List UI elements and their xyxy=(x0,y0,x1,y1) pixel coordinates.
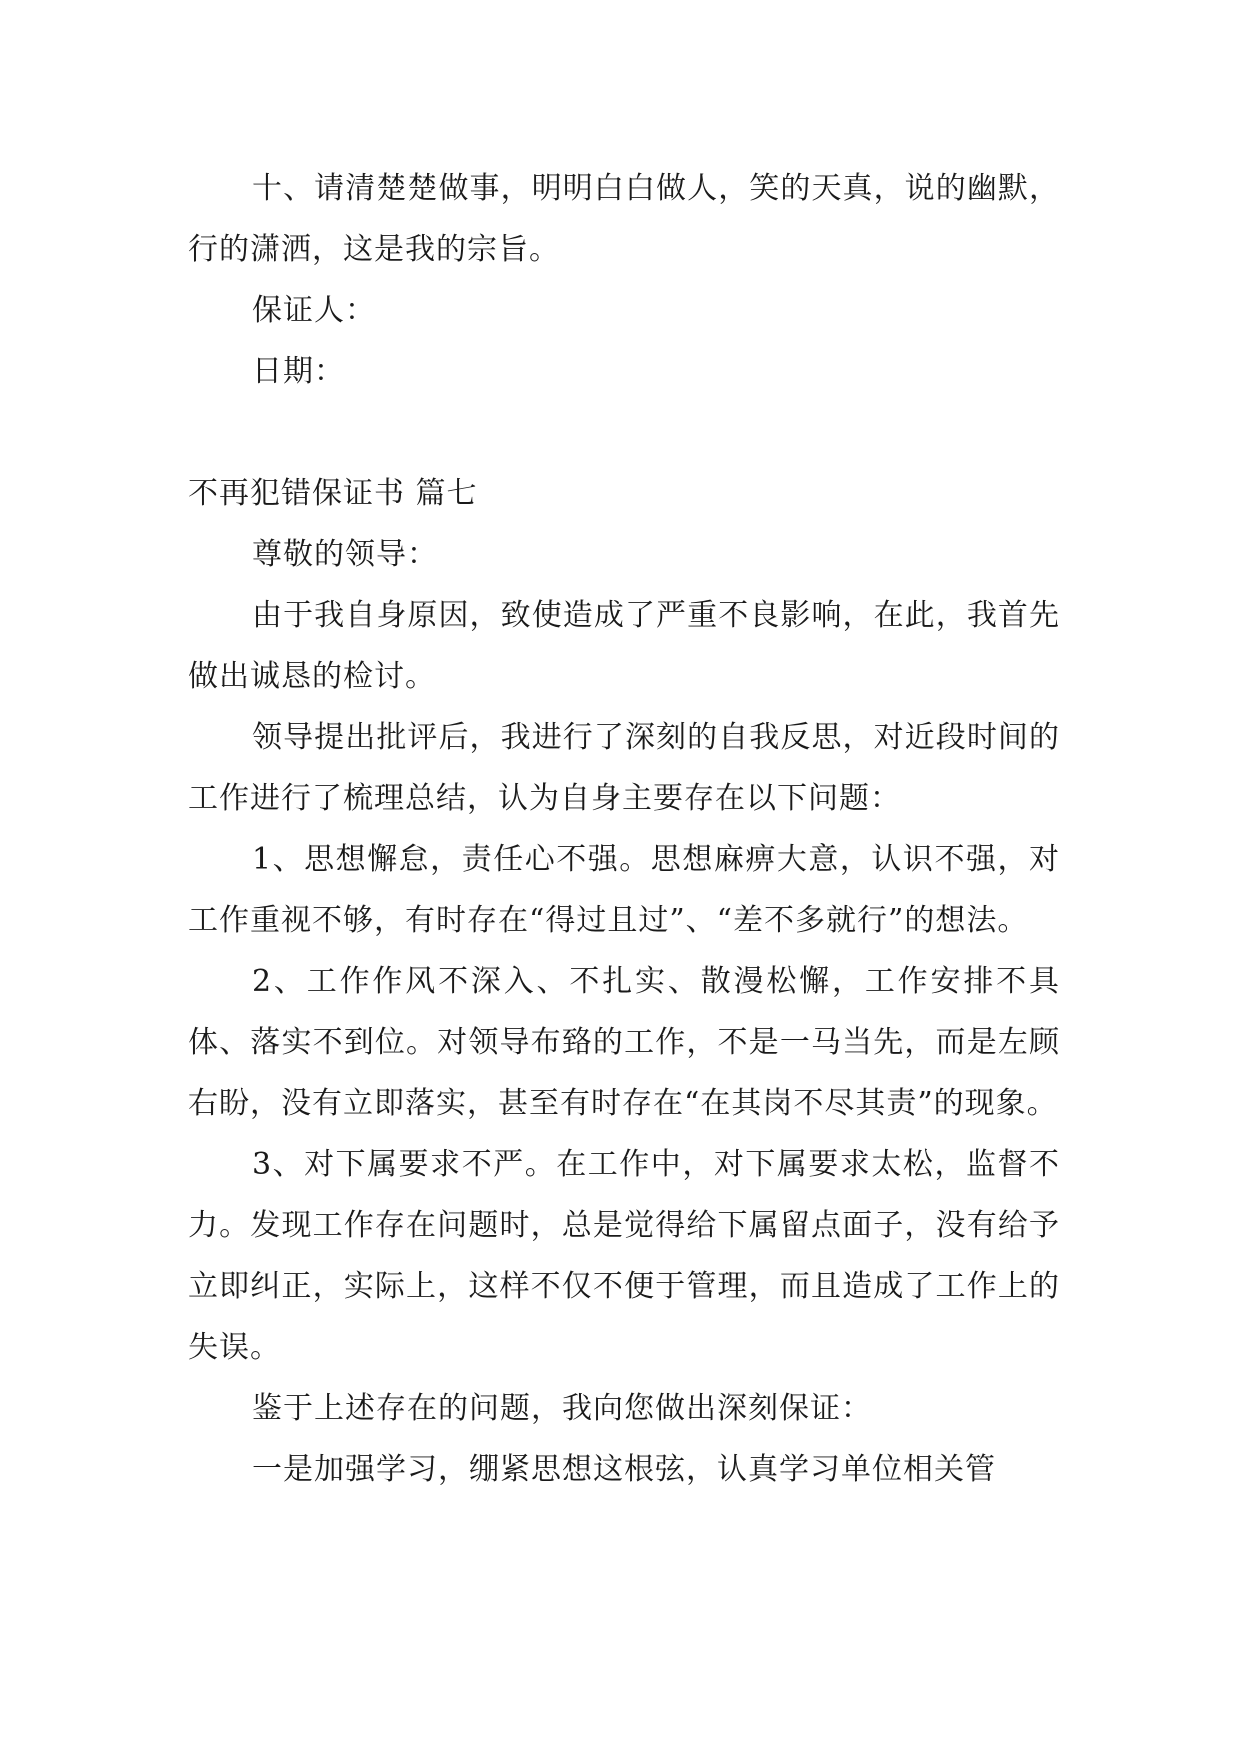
salutation: 尊敬的领导： xyxy=(252,537,438,572)
paragraph-pledge-1: 一是加强学习，绷紧思想这根弦，认真学习单位相关管 xyxy=(252,1452,996,1487)
date-label: 日期： xyxy=(252,354,345,389)
section-title: 不再犯错保证书 篇七 xyxy=(188,476,478,511)
paragraph-issue-1: 1、思想懈怠，责任心不强。思想麻痹大意，认识不强，对工作重视不够，有时存在“得过且过”、“差不多就行”的想法。 xyxy=(188,842,1060,938)
document-page xyxy=(188,158,1060,1500)
paragraph-issue-3: 3、对下属要求不严。在工作中，对下属要求太松，监督不力。发现工作存在问题时，总是觉得给下属留点面子，没有给予立即纠正，实际上，这样不仅不便于管理，而且造成了工作上的失误。 xyxy=(188,1147,1060,1365)
paragraph-reflection: 领导提出批评后，我进行了深刻的自我反思，对近段时间的工作进行了梳理总结，认为自身主要存在以下问题： xyxy=(188,720,1060,816)
paragraph-pledge-intro: 鉴于上述存在的问题，我向您做出深刻保证： xyxy=(252,1391,872,1426)
section-gap xyxy=(188,402,1060,463)
paragraph-issue-2: 2、工作作风不深入、不扎实、散漫松懈，工作安排不具体、落实不到位。对领导布臵的工作，不是一马当先，而是左顾右盼，没有立即落实，甚至有时存在“在其岗不尽其责”的现象。 xyxy=(188,964,1060,1121)
guarantor-label: 保证人： xyxy=(252,293,376,328)
paragraph-item-ten: 十、请清楚楚做事，明明白白做人，笑的天真，说的幽默，行的潇洒，这是我的宗旨。 xyxy=(188,171,1060,267)
paragraph-apology: 由于我自身原因，致使造成了严重不良影响，在此，我首先做出诚恳的检讨。 xyxy=(188,598,1060,694)
